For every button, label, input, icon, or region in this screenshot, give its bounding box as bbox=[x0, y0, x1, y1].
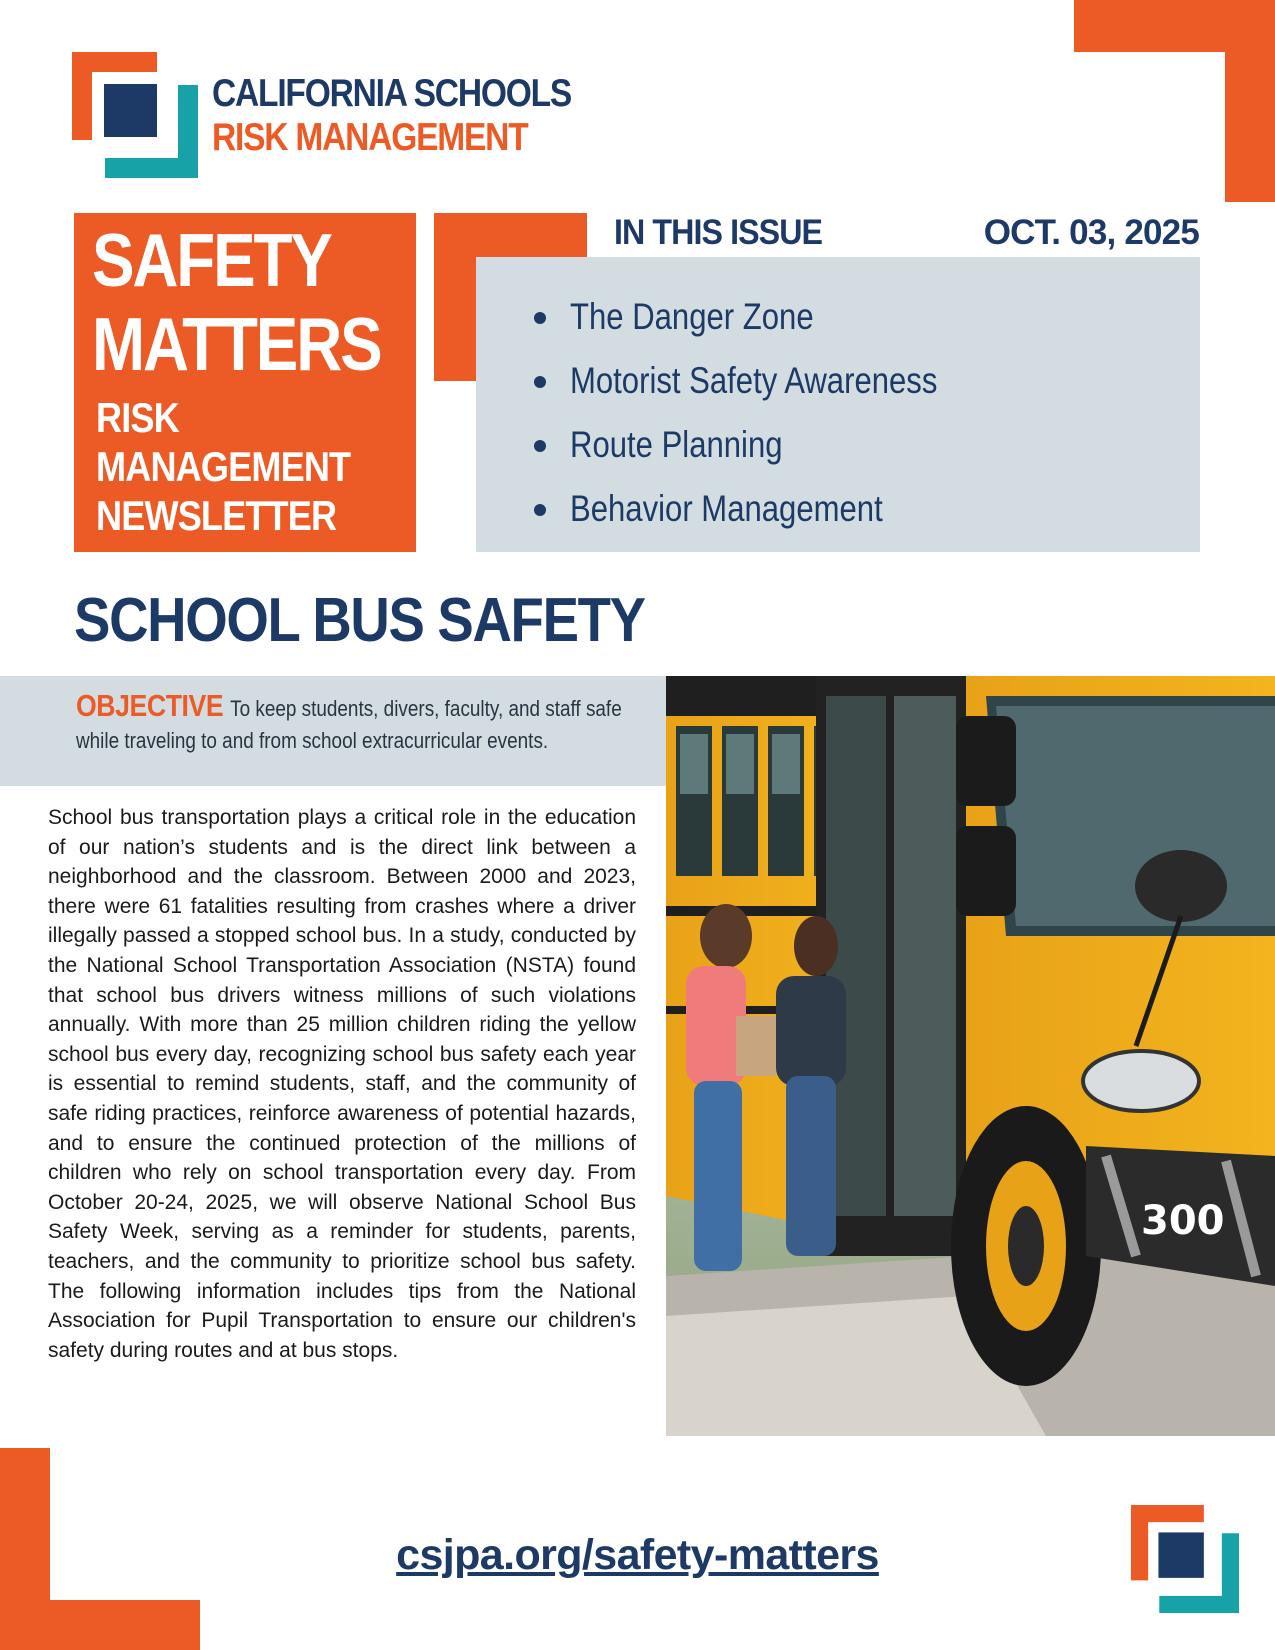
objective-statement bbox=[76, 690, 636, 757]
corner-accent-top-right-vertical bbox=[1225, 0, 1275, 202]
issue-date: OCT. 03, 2025 bbox=[983, 213, 1199, 252]
issue-topic-list bbox=[530, 285, 1007, 541]
issue-topic-item: The Danger Zone bbox=[530, 285, 1007, 349]
issue-topic-item: Motorist Safety Awareness bbox=[530, 349, 1007, 413]
objective-label: OBJECTIVE bbox=[76, 688, 224, 723]
masthead-subtitle bbox=[96, 393, 350, 540]
article-title: SCHOOL BUS SAFETY bbox=[74, 586, 645, 655]
masthead-title-line-2: MATTERS bbox=[92, 302, 381, 386]
masthead-subtitle-line-2: MANAGEMENT bbox=[96, 443, 351, 490]
newsletter-url-link[interactable]: csjpa.org/safety-matters bbox=[396, 1531, 879, 1579]
logo-mark-small-icon bbox=[1131, 1505, 1239, 1613]
bus-number: 300 bbox=[1141, 1198, 1225, 1244]
corner-accent-bottom-left-horizontal bbox=[0, 1600, 200, 1650]
logo-wordmark bbox=[212, 72, 571, 160]
bullet-icon bbox=[534, 312, 546, 324]
masthead-title bbox=[92, 218, 381, 386]
issue-heading: IN THIS ISSUE bbox=[614, 213, 823, 252]
issue-topic-item: Route Planning bbox=[530, 413, 1007, 477]
logo-line-2: RISK MANAGEMENT bbox=[212, 116, 528, 159]
masthead-title-line-1: SAFETY bbox=[92, 218, 331, 302]
objective-text: To keep students, divers, faculty, and staff safe while traveling to and from school extracurricular events. bbox=[76, 696, 622, 753]
logo-line-1: CALIFORNIA SCHOOLS bbox=[212, 72, 572, 115]
issue-topic-item: Behavior Management bbox=[530, 477, 1007, 541]
school-bus-photo bbox=[666, 676, 1275, 1436]
bullet-icon bbox=[534, 440, 546, 452]
bullet-icon bbox=[534, 504, 546, 516]
masthead-subtitle-line-3: NEWSLETTER bbox=[96, 492, 337, 539]
bullet-icon bbox=[534, 376, 546, 388]
article-body: School bus transportation plays a critical role in the education of our nation’s students and is the direct link between a neighborhood and the classroom. Between 2000 and 2023, there were 61 fatalities resulting from crashes where a driver illegally passed a stopped school bus. In a study, conducted by the National School Transportation Association (NSTA) found that school bus drivers witness millions of such violations annually. With more than 25 million children riding the yellow school bus every day, recognizing school bus safety each year is essential to remind students, staff, and the community of safe riding practices, reinforce awareness of potential hazards, and to ensure the continued protection of the millions of children who rely on school transportation every day. From October 20-24, 2025, we will observe National School Bus Safety Week, serving as a reminder for students, parents, teachers, and the community to prioritize school bus safety. The following information includes tips from the National Association for Pupil Transportation to ensure our children's safety during routes and at bus stops. bbox=[48, 806, 636, 1362]
logo-mark-icon bbox=[72, 52, 198, 178]
masthead-subtitle-line-1: RISK bbox=[96, 394, 179, 441]
